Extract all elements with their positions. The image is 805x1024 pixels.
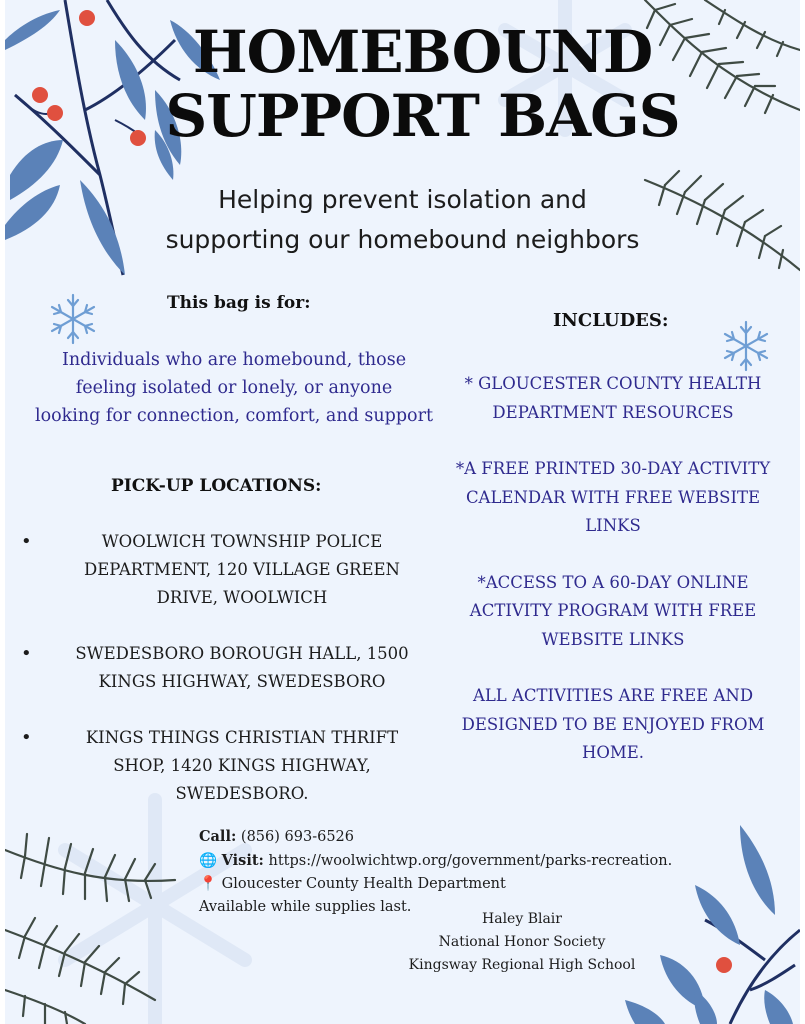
globe-icon: 🌐: [199, 853, 218, 869]
include-item: [437, 569, 789, 655]
location-line: KINGS THINGS CHRISTIAN THRIFT: [85, 728, 399, 747]
pickup-location-item: [19, 640, 431, 696]
include-line: DESIGNED TO BE ENJOYED FROM: [461, 714, 765, 734]
bullet: •: [21, 727, 32, 748]
bullet: •: [21, 531, 32, 552]
bullet: •: [21, 643, 32, 664]
availability-note: Available while supplies last.: [199, 899, 412, 915]
visit-row: [199, 849, 699, 873]
location-row: [199, 873, 699, 896]
bag-for-description: [19, 346, 449, 430]
include-line: CALENDAR WITH FREE WEBSITE: [465, 487, 761, 507]
credit-school: Kingsway Regional High School: [408, 957, 636, 973]
include-line: *ACCESS TO A 60-DAY ONLINE: [477, 572, 749, 592]
phone-number: (856) 693-6526: [240, 829, 354, 845]
include-line: DEPARTMENT RESOURCES: [492, 402, 734, 422]
includes-list: [437, 370, 789, 768]
visit-label: Visit:: [221, 852, 264, 869]
pickup-location-item: [19, 724, 431, 808]
pickup-heading: PICK-UP LOCATIONS:: [111, 476, 322, 496]
location-line: DEPARTMENT, 120 VILLAGE GREEN: [84, 560, 400, 579]
include-line: WEBSITE LINKS: [541, 629, 685, 649]
pickup-location-item: [19, 528, 431, 612]
credits: [387, 908, 657, 977]
location-line: WOOLWICH TOWNSHIP POLICE: [101, 532, 383, 551]
bag-for-heading: This bag is for:: [167, 293, 311, 313]
include-line: ALL ACTIVITIES ARE FREE AND: [472, 686, 754, 705]
include-line: LINKS: [585, 516, 641, 535]
flyer: [5, 0, 800, 1024]
call-label: Call:: [199, 828, 237, 845]
subtitle-line: supporting our homebound neighbors: [165, 225, 640, 254]
includes-heading: INCLUDES:: [553, 310, 669, 331]
include-item: [437, 455, 789, 541]
include-line: HOME.: [581, 743, 645, 762]
title-line: HOMEBOUND: [192, 18, 653, 86]
flyer-subtitle: [105, 180, 700, 260]
location-line: DRIVE, WOOLWICH: [156, 588, 328, 607]
location-line: SWEDESBORO BOROUGH HALL, 1500: [75, 644, 409, 663]
description-line: Individuals who are homebound, those: [61, 350, 407, 370]
include-item: [437, 682, 789, 768]
website-url: https://woolwichtwp.org/government/parks-recreation.: [268, 853, 673, 869]
include-line: * GLOUCESTER COUNTY HEALTH: [464, 374, 762, 393]
location-line: KINGS HIGHWAY, SWEDESBORO: [98, 672, 386, 691]
location-line: SWEDESBORO.: [175, 784, 309, 803]
description-line: feeling isolated or lonely, or anyone: [75, 378, 393, 398]
include-item: [437, 370, 789, 427]
subtitle-line: Helping prevent isolation and: [218, 185, 587, 214]
location-line: SHOP, 1420 KINGS HIGHWAY,: [113, 756, 371, 775]
include-line: ACTIVITY PROGRAM WITH FREE: [469, 601, 757, 620]
snowflake-icon: [52, 295, 94, 343]
flyer-title: [155, 20, 690, 148]
contact-info: [199, 825, 699, 919]
credit-org: National Honor Society: [438, 934, 606, 950]
snowflake-icon: [725, 322, 767, 370]
location-pin-icon: 📍: [199, 876, 218, 892]
pickup-location-list: [19, 528, 431, 808]
call-row: [199, 825, 699, 849]
title-line: SUPPORT BAGS: [165, 82, 680, 150]
include-line: *A FREE PRINTED 30-DAY ACTIVITY: [455, 459, 771, 478]
description-line: looking for connection, comfort, and support: [35, 406, 433, 426]
location-name: Gloucester County Health Department: [221, 876, 506, 892]
credit-name: Haley Blair: [482, 911, 562, 927]
